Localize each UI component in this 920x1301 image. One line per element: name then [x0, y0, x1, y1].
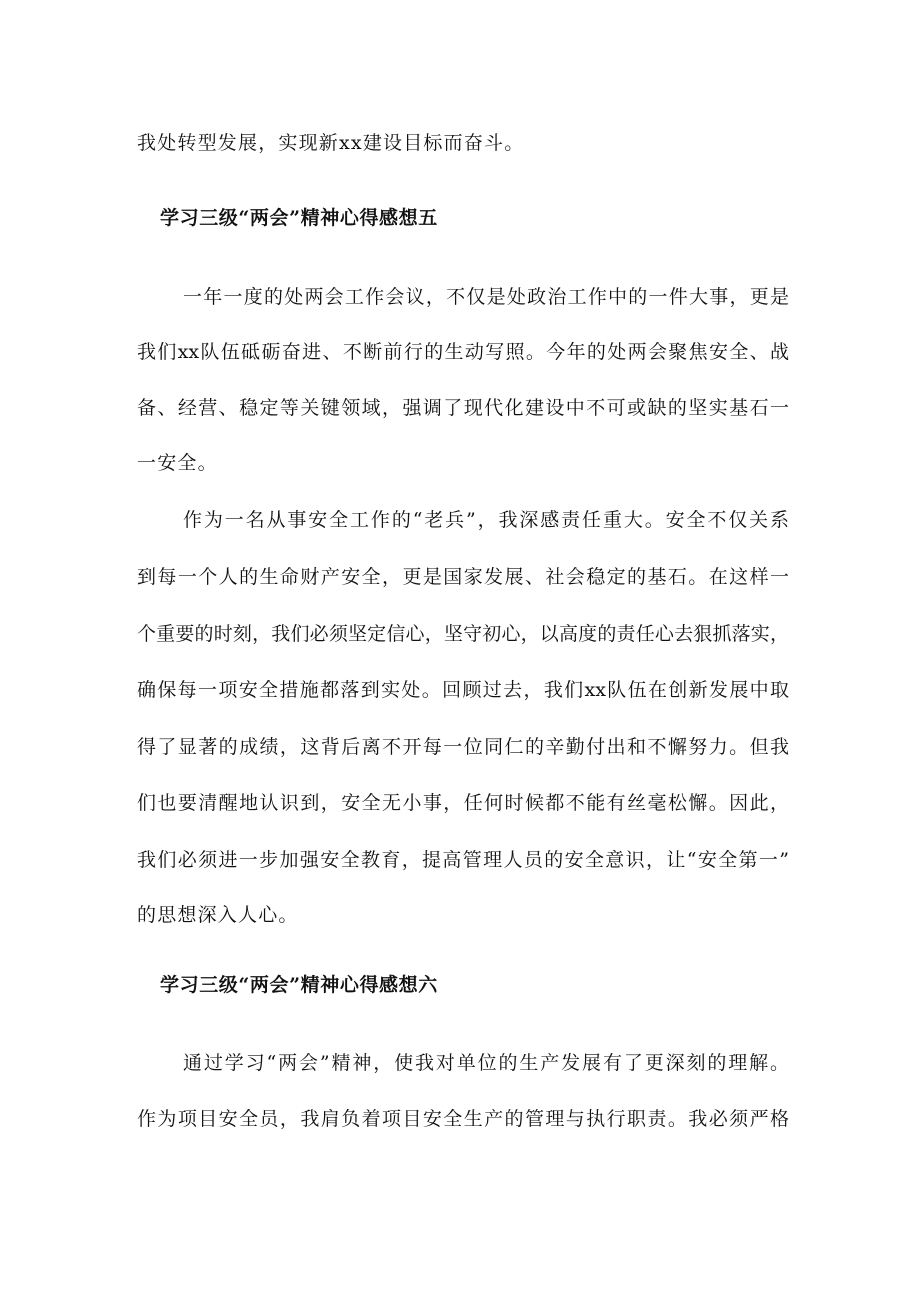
paragraph-line: 作为一名从事安全工作的“老兵”，我深感责任重大。安全不仅关系 — [183, 509, 789, 531]
paragraph-line: 通过学习“两会”精神，使我对单位的生产发展有了更深刻的理解。 — [183, 1052, 789, 1074]
paragraph-line: 们也要清醒地认识到，安全无小事，任何时候都不能有丝毫松懈。因此， — [137, 792, 789, 814]
paragraph-line: 个重要的时刻，我们必须坚定信心，坚守初心，以高度的责任心去狠抓落实， — [137, 623, 789, 645]
paragraph-line: 到每一个人的生命财产安全，更是国家发展、社会稳定的基石。在这样一 — [137, 566, 789, 588]
paragraph-line: 我们必须进一步加强安全教育，提高管理人员的安全意识，让“安全第一” — [137, 849, 789, 871]
paragraph-line: 一安全。 — [137, 452, 218, 474]
section-heading-5: 学习三级“两会”精神心得感想五 — [160, 207, 438, 229]
paragraph-line: 得了显著的成绩，这背后离不开每一位同仁的辛勤付出和不懈努力。但我 — [137, 736, 789, 758]
paragraph-line: 备、经营、稳定等关键领域，强调了现代化建设中不可或缺的坚实基石一 — [137, 397, 789, 419]
paragraph-line: 作为项目安全员，我肩负着项目安全生产的管理与执行职责。我必须严格 — [137, 1108, 789, 1130]
paragraph-line: 的思想深入人心。 — [137, 904, 299, 926]
section-heading-6: 学习三级“两会”精神心得感想六 — [160, 974, 438, 996]
paragraph-line: 确保每一项安全措施都落到实处。回顾过去，我们xx队伍在创新发展中取 — [137, 679, 789, 701]
paragraph-line: 我处转型发展，实现新xx建设目标而奋斗。 — [137, 132, 525, 154]
paragraph-line: 我们xx队伍砥砺奋进、不断前行的生动写照。今年的处两会聚焦安全、战 — [137, 341, 789, 363]
paragraph-line: 一年一度的处两会工作会议，不仅是处政治工作中的一件大事，更是 — [183, 286, 789, 308]
